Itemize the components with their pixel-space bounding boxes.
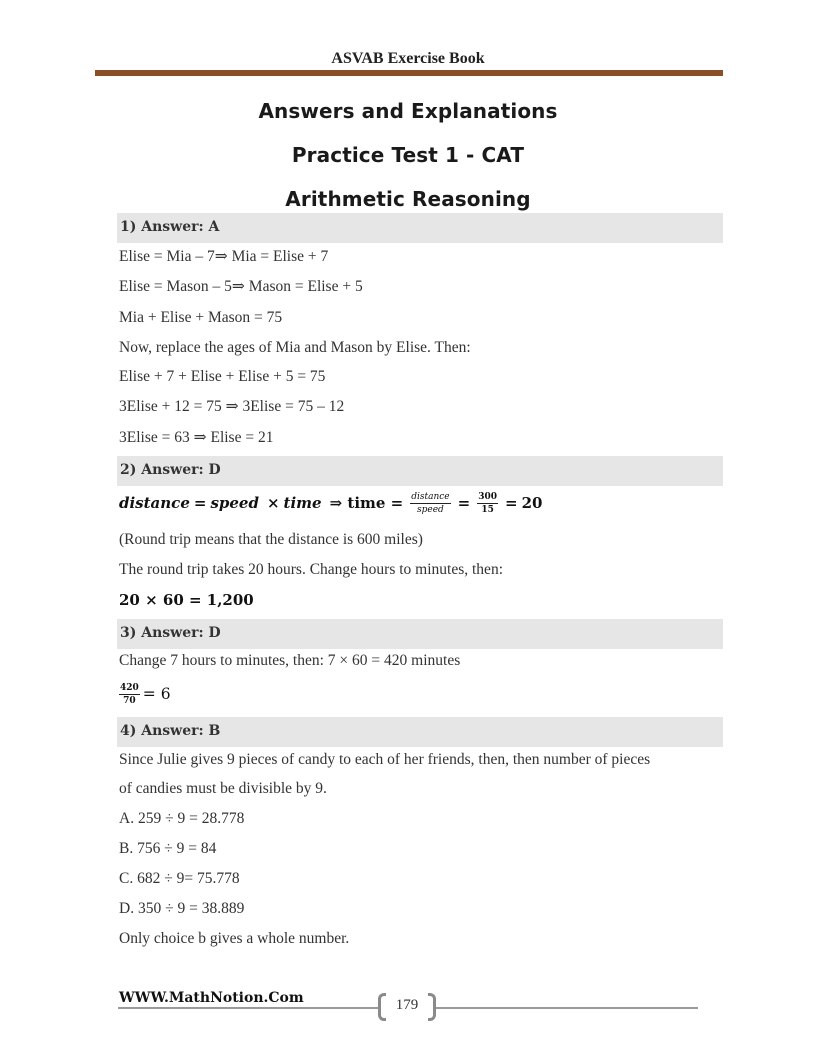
q1-line-4: Now, replace the ages of Mia and Mason by Elise. Then: (119, 339, 471, 356)
q3-fraction (119, 683, 140, 706)
footer-website: WWW.MathNotion.Com (119, 990, 304, 1006)
q4-choice-d: D. 350 ÷ 9 = 38.889 (119, 900, 245, 917)
q2-fraction-2 (477, 492, 498, 515)
q2-times: × (266, 494, 280, 512)
q2-implies: ⇒ time = (329, 494, 404, 512)
right-brace-icon (428, 993, 436, 1021)
q2-eq3: = (505, 494, 518, 512)
q1-line-7: 3Elise = 63 ⇒ Elise = 21 (119, 429, 274, 446)
section-heading: Arithmetic Reasoning (285, 187, 531, 211)
q2-frac2-den: 15 (481, 504, 494, 515)
q1-line-6: 3Elise + 12 = 75 ⇒ 3Elise = 75 – 12 (119, 398, 345, 415)
book-title: ASVAB Exercise Book (331, 50, 485, 67)
answer-3-bar: 3) Answer: D (117, 619, 723, 649)
answer-4-bar: 4) Answer: B (117, 717, 723, 747)
q4-line-2: of candies must be divisible by 9. (119, 780, 327, 797)
q1-line-1: Elise = Mia – 7⇒ Mia = Elise + 7 (119, 248, 329, 265)
q2-line-2: The round trip takes 20 hours. Change hours to minutes, then: (119, 561, 503, 578)
q2-line-1: (Round trip means that the distance is 600 miles) (119, 531, 423, 548)
q2-frac1-den: speed (417, 504, 444, 515)
q2-speed: speed (210, 494, 259, 512)
q2-eq2: = (457, 494, 471, 512)
q1-line-5: Elise + 7 + Elise + Elise + 5 = 75 (119, 368, 326, 385)
q4-choice-c: C. 682 ÷ 9= 75.778 (119, 870, 240, 887)
q2-result: 20 (521, 494, 543, 512)
q2-fraction-1 (410, 492, 450, 515)
q2-formula (119, 486, 542, 520)
answer-2-bar: 2) Answer: D (117, 456, 723, 486)
q4-choice-a: A. 259 ÷ 9 = 28.778 (119, 810, 245, 827)
q1-line-3: Mia + Elise + Mason = 75 (119, 309, 283, 326)
q2-time: time (283, 494, 322, 512)
q2-result-line: 20 × 60 = 1,200 (119, 591, 254, 609)
q4-conclusion: Only choice b gives a whole number. (119, 930, 350, 947)
q2-distance: distance (119, 494, 190, 512)
q3-fraction-line (119, 678, 171, 710)
q1-line-2: Elise = Mason – 5⇒ Mason = Elise + 5 (119, 278, 363, 295)
answer-1-bar: 1) Answer: A (117, 213, 723, 243)
q2-frac2-num: 300 (478, 491, 497, 502)
page-number: 179 (395, 997, 419, 1013)
q2-eq1: = (193, 494, 207, 512)
test-heading: Practice Test 1 - CAT (291, 143, 525, 167)
q3-frac-num: 420 (120, 682, 139, 693)
page-heading: Answers and Explanations (258, 99, 558, 123)
q3-frac-result: = 6 (142, 685, 171, 703)
header-rule (95, 70, 723, 76)
page-number-box (378, 993, 436, 1023)
q3-line: Change 7 hours to minutes, then: 7 × 60 = 420 minutes (119, 652, 461, 669)
q2-frac1-num: distance (411, 491, 450, 502)
q4-line-1: Since Julie gives 9 pieces of candy to each of her friends, then, then number of pieces (119, 751, 651, 768)
q3-frac-den: 70 (123, 695, 136, 706)
q4-choice-b: B. 756 ÷ 9 = 84 (119, 840, 217, 857)
